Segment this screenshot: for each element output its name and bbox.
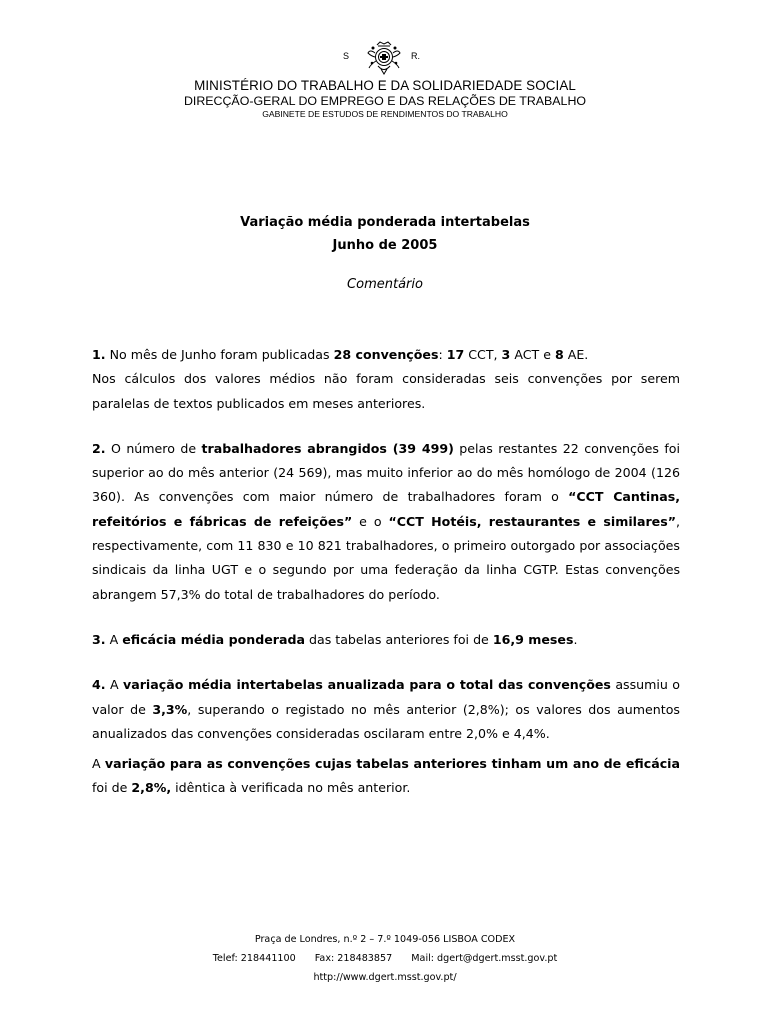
office-name: GABINETE DE ESTUDOS DE RENDIMENTOS DO TRABALHO	[262, 109, 508, 119]
text-run: pelas restantes 22 convenções foi superior ao do mês anterior (24 569), mas muito inferior ao do mês homólogo de 2004 (126 360). As convenções com maior número de trabalhadores foram o	[92, 440, 680, 505]
document-date: Junho de 2005	[332, 238, 438, 253]
text-run: CCT,	[464, 347, 502, 362]
footer-phone: Telef: 218441100	[212, 953, 296, 964]
paragraph-1-note: Nos cálculos dos valores médios não foram consideradas seis convenções por serem paralelas de textos publicados em meses anteriores.	[92, 371, 680, 411]
text-run-bold: “CCT Hotéis, restaurantes e similares”	[388, 513, 676, 529]
text-run-bold: 17	[446, 347, 465, 362]
paragraph-2	[92, 437, 680, 607]
ministry-name: MINISTÉRIO DO TRABALHO E DA SOLIDARIEDADE SOCIAL	[194, 78, 576, 93]
text-run: AE.	[563, 347, 589, 362]
paragraph-1	[92, 343, 680, 367]
text-run: No mês de Junho foram publicadas	[105, 347, 334, 362]
document-title-block	[0, 211, 770, 292]
text-run: .	[573, 631, 578, 647]
text-run: e o	[352, 513, 389, 529]
footer-mail[interactable]: Mail: dgert@dgert.msst.gov.pt	[411, 953, 558, 964]
text-run: A	[105, 631, 123, 647]
coat-of-arms-icon	[365, 39, 403, 75]
paragraph-4	[92, 673, 680, 746]
text-run-bold: eficácia média ponderada	[122, 631, 305, 647]
text-run-bold: 16,9 meses	[492, 631, 574, 647]
text-run: , respectivamente, com 11 830 e 10 821 trabalhadores, o primeiro outorgado por associações sindicais da linha UGT e o segundo por uma federação da linha CGTP. Estas convenções abrangem 57,3% do total de trabalhadores do período.	[92, 513, 680, 602]
text-run-bold: variação para as convenções cujas tabelas anteriores tinham um ano de eficácia	[104, 756, 680, 772]
footer-fax: Fax: 218483857	[314, 953, 393, 964]
emblem-right-letter: R.	[411, 51, 420, 61]
text-run: , superando o registado no mês anterior (2,8%); os valores dos aumentos anualizados das convenções consideradas oscilaram entre 2,0% e 4,4%.	[92, 701, 680, 741]
text-run: O número de	[105, 440, 202, 456]
text-run-bold: 3	[501, 347, 511, 362]
text-run-bold: 8	[554, 347, 564, 362]
text-run: assumiu o valor de	[92, 677, 681, 717]
text-run: :	[438, 347, 447, 362]
paragraph-number: 1.	[92, 347, 106, 362]
paragraph-number: 4.	[92, 677, 106, 693]
text-run-bold: “CCT Cantinas, refeitórios e fábricas de refeições”	[92, 489, 680, 529]
paragraph-4-note	[92, 752, 680, 801]
letterhead	[0, 78, 770, 120]
letterhead-emblem-row	[0, 38, 770, 78]
document-title: Variação média ponderada intertabelas	[240, 215, 530, 230]
text-run-bold: 28 convenções	[333, 347, 439, 362]
text-run: idêntica à verificada no mês anterior.	[171, 780, 411, 796]
footer-website-link[interactable]: http://www.dgert.msst.gov.pt/	[313, 972, 457, 983]
text-run: foi de	[92, 780, 132, 796]
document-subtitle: Comentário	[347, 277, 423, 292]
paragraph-3	[92, 628, 680, 652]
emblem-left-letter: S	[343, 51, 350, 61]
text-run-bold: variação média intertabelas anualizada para o total das convenções	[123, 677, 611, 693]
directorate-name: DIRECÇÃO-GERAL DO EMPREGO E DAS RELAÇÕES DE TRABALHO	[183, 94, 587, 108]
paragraph-number: 2.	[92, 440, 106, 456]
text-run: A	[92, 756, 105, 772]
text-run-bold: trabalhadores abrangidos (39 499)	[201, 440, 454, 456]
document-body	[92, 343, 680, 822]
text-run-bold: 3,3%	[152, 701, 188, 717]
paragraph-number: 3.	[92, 631, 106, 647]
text-run: ACT e	[510, 347, 555, 362]
page-footer	[0, 930, 770, 987]
footer-address: Praça de Londres, n.º 2 – 7.º 1049-056 LISBOA CODEX	[254, 934, 516, 945]
footer-contacts	[0, 949, 770, 968]
text-run: das tabelas anteriores foi de	[304, 631, 493, 647]
text-run-bold: 2,8%,	[131, 780, 172, 796]
text-run: A	[105, 677, 124, 693]
